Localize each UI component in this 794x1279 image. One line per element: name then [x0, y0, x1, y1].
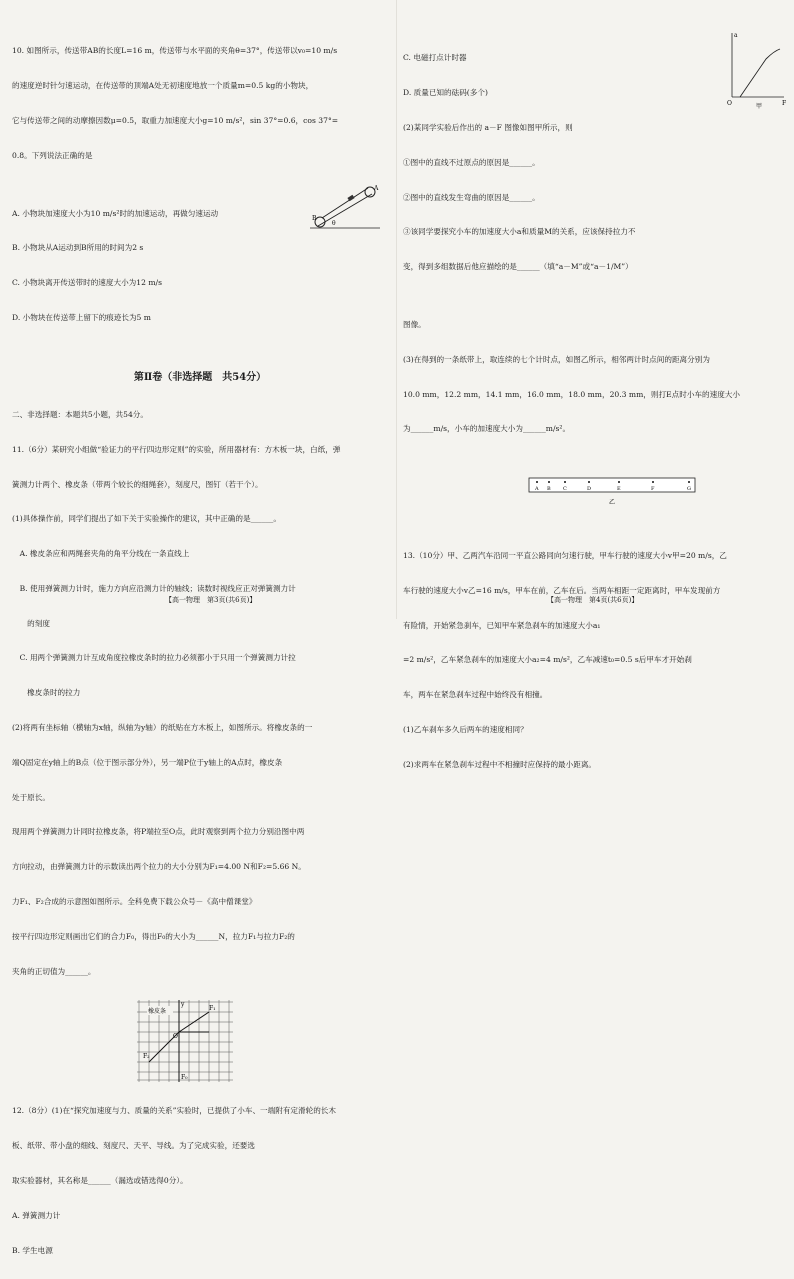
q12-option-b: B. 学生电源 [12, 1245, 53, 1255]
q12-part2-item-3: ③该同学要探究小车的加速度大小a和质量M的关系，应该保持拉力不 [403, 227, 636, 237]
q12-option-c: C. 电磁打点计时器 [403, 53, 467, 63]
tape-label-a: A [535, 485, 540, 492]
q11-part2-line-4: 现用两个弹簧测力计同时拉橡皮条，将P端拉至O点，此时观察到两个拉力分别沿图中两 [12, 827, 305, 837]
nonchoice-intro: 二、非选择题：本题共5小题，共54分。 [12, 410, 148, 419]
section-title: 第Ⅱ卷（非选择题 共54分） [133, 371, 267, 383]
q12-part3-line-3: 为______m/s，小车的加速度大小为______m/s²。 [403, 424, 571, 434]
tape-label-e: E [617, 485, 622, 492]
force-grid-figure [137, 1000, 233, 1082]
page-4 [397, 0, 794, 769]
graph-label-a: a [734, 32, 738, 40]
page-4-text [403, 6, 788, 794]
q11-line-1: 11.（6分）某研究小组做“验证力的平行四边形定则”的实验，所用器材有：方木板一块，白纸，弹 [12, 444, 341, 454]
q12-part2-item-2: ②图中的直线发生弯曲的原因是______。 [403, 192, 540, 202]
q12-line-1: 12.（8分）(1)在“探究加速度与力、质量的关系”实验时，已提供了小车、一端附有定滑轮的长木 [12, 1106, 336, 1116]
q10-stem-line-3: 它与传送带之间的动摩擦因数μ=0.5，取重力加速度大小g=10 m/s²，sin 37°=0.6，cos 37°= [12, 115, 339, 125]
q13-line-2: 车行驶的速度大小v乙=16 m/s，甲车在前，乙车在后。当两车相距一定距离时，甲车发现前方 [403, 585, 721, 595]
q12-part2-item-3-end: 图像。 [403, 320, 426, 330]
tape-label-d: D [587, 485, 592, 492]
tape-label-g: G [687, 485, 692, 492]
label-b: B [312, 215, 317, 223]
tape-label-b: B [547, 485, 552, 492]
q11-part2-line-5: 方向拉动，由弹簧测力计的示数读出两个拉力的大小分别为F₁=4.00 N和F₂=5.66 N。 [12, 862, 306, 872]
q12-option-d: D. 质量已知的砝码(多个) [403, 88, 488, 98]
q13-part1: (1)乙车刹车多久后两车的速度相同？ [403, 725, 528, 735]
graph-label-f: F [782, 100, 787, 108]
q11-part2-line-1: (2)将两有坐标轴（横轴为x轴，纵轴为y轴）的纸贴在方木板上，如图所示。将橡皮条的一 [12, 723, 313, 733]
q11-part2-line-8: 夹角的正切值为______。 [12, 966, 96, 976]
tape-label-f: F [651, 485, 655, 492]
page-3-footer: 【高一物理 第3页(共6页)】 [165, 596, 257, 604]
label-f1: F₁ [209, 1005, 216, 1013]
q13-line-3: 有险情，开始紧急刹车，已知甲车紧急刹车的加速度大小a₁ [403, 620, 601, 630]
q10-option-b: B. 小物块从A运动到B所用的时间为2 s [12, 243, 144, 253]
q11-part2-line-2: 端Q固定在y轴上的B点（位于图示部分外），另一端P位于y轴上的A点时，橡皮条 [12, 757, 283, 767]
q12-part2: (2)某同学实验后作出的 a－F 图像如图甲所示，则 [403, 122, 573, 132]
label-f0: F₀ [181, 1074, 188, 1082]
label-f2: F₂ [143, 1053, 150, 1061]
q11-option-a: A. 橡皮条应和两绳套夹角的角平分线在一条直线上 [12, 549, 190, 559]
q11-part1: (1)具体操作前，同学们提出了如下关于实验操作的建议，其中正确的是______。 [12, 514, 281, 524]
q12-part2-item-3-cont: 变，得到多组数据后他应描绘的是______（填“a－M”或“a－1/M”） [403, 262, 633, 272]
a-f-graph [726, 29, 788, 109]
q12-part2-item-1: ①图中的直线不过原点的原因是______。 [403, 157, 540, 167]
page-3-text [12, 22, 388, 1279]
q11-part2-line-6: 力F₁、F₂合成的示意图如图所示。全科免费下载公众号－《高中僧课堂》 [12, 896, 257, 906]
q11-part2-line-3: 处于原长。 [12, 792, 50, 802]
conveyor-belt-figure [310, 184, 380, 230]
q10-option-a: A. 小物块加速度大小为10 m/s²时的加速运动，再做匀速运动 [12, 208, 219, 218]
label-theta: θ [332, 220, 336, 228]
label-o: O [173, 1033, 178, 1041]
q11-option-b: B. 使用弹簧测力计时，施力方向应沿测力计的轴线；读数时视线应正对弹簧测力计 [12, 583, 296, 593]
page-3 [0, 0, 397, 1255]
q11-option-c: C. 用两个弹簧测力计互成角度拉橡皮条时的拉力必须都小于只用一个弹簧测力计拉 [12, 653, 296, 663]
q12-part3-line-2: 10.0 mm，12.2 mm，14.1 mm，16.0 mm，18.0 mm，20.3 mm，则打E点时小车的速度大小 [403, 389, 740, 399]
q10-stem-line-2: 的速度逆时针匀速运动，在传送带的顶端A处无初速度地放一个质量m=0.5 kg的小物块， [12, 80, 314, 90]
q11-part2-line-7: 按平行四边形定则画出它们的合力F₀，得出F₀的大小为______N，拉力F₁与拉力F₂的 [12, 931, 295, 941]
q10-stem-line-4: 0.8。下列说法正确的是 [12, 150, 93, 160]
q10-option-d: D. 小物块在传送带上留下的痕迹长为5 m [12, 312, 151, 322]
q12-option-a: A. 弹簧测力计 [12, 1210, 61, 1220]
q11-line-2: 簧测力计两个、橡皮条（带两个较长的细绳套），刻度尺，图钉（若干个）。 [12, 479, 263, 489]
q11-option-b-cont: 的刻度 [12, 618, 50, 628]
label-a: A [374, 185, 379, 193]
q10-option-c: C. 小物块离开传送带时的速度大小为12 m/s [12, 278, 163, 288]
graph-label-o: O [727, 100, 732, 108]
q12-line-3: 取实验器材，其名称是______（漏选或错选得0分）。 [12, 1176, 188, 1186]
page-4-footer: 【高一物理 第4页(共6页)】 [547, 596, 639, 604]
label-y: y [181, 1001, 185, 1009]
q12-part3-line-1: (3)在得到的一条纸带上，取连续的七个计时点，如图乙所示，相邻两计时点间的距离分别为 [403, 354, 710, 364]
label-rubber: 橡皮条 [148, 1008, 167, 1016]
graph-caption: 甲 [756, 103, 763, 111]
paper-tape-figure [527, 474, 697, 508]
tape-caption: 乙 [609, 498, 616, 506]
tape-label-c: C [563, 485, 568, 492]
q13-line-4: =2 m/s²，乙车紧急刹车的加速度大小a₂=4 m/s²，乙车减速t₀=0.5 s后甲车才开始刹 [403, 655, 692, 665]
q13-line-1: 13.（10分）甲、乙两汽车沿同一平直公路同向匀速行驶，甲车行驶的速度大小v甲=20 m/s，乙 [403, 551, 727, 561]
q13-part2: (2)求两车在紧急刹车过程中不相撞时应保持的最小距离。 [403, 759, 597, 769]
q11-option-c-cont: 橡皮条时的拉力 [12, 688, 81, 698]
q12-line-2: 板、纸带、带小盘的细线、刻度尺、天平、导线。为了完成实验，还要选 [12, 1141, 255, 1151]
q13-line-5: 车，两车在紧急刹车过程中始终没有相撞。 [403, 690, 548, 700]
q10-stem-line-1: 10. 如图所示，传送带AB的长度L=16 m，传送带与水平面的夹角θ=37°，传送带以v₀=10 m/s [12, 46, 338, 56]
